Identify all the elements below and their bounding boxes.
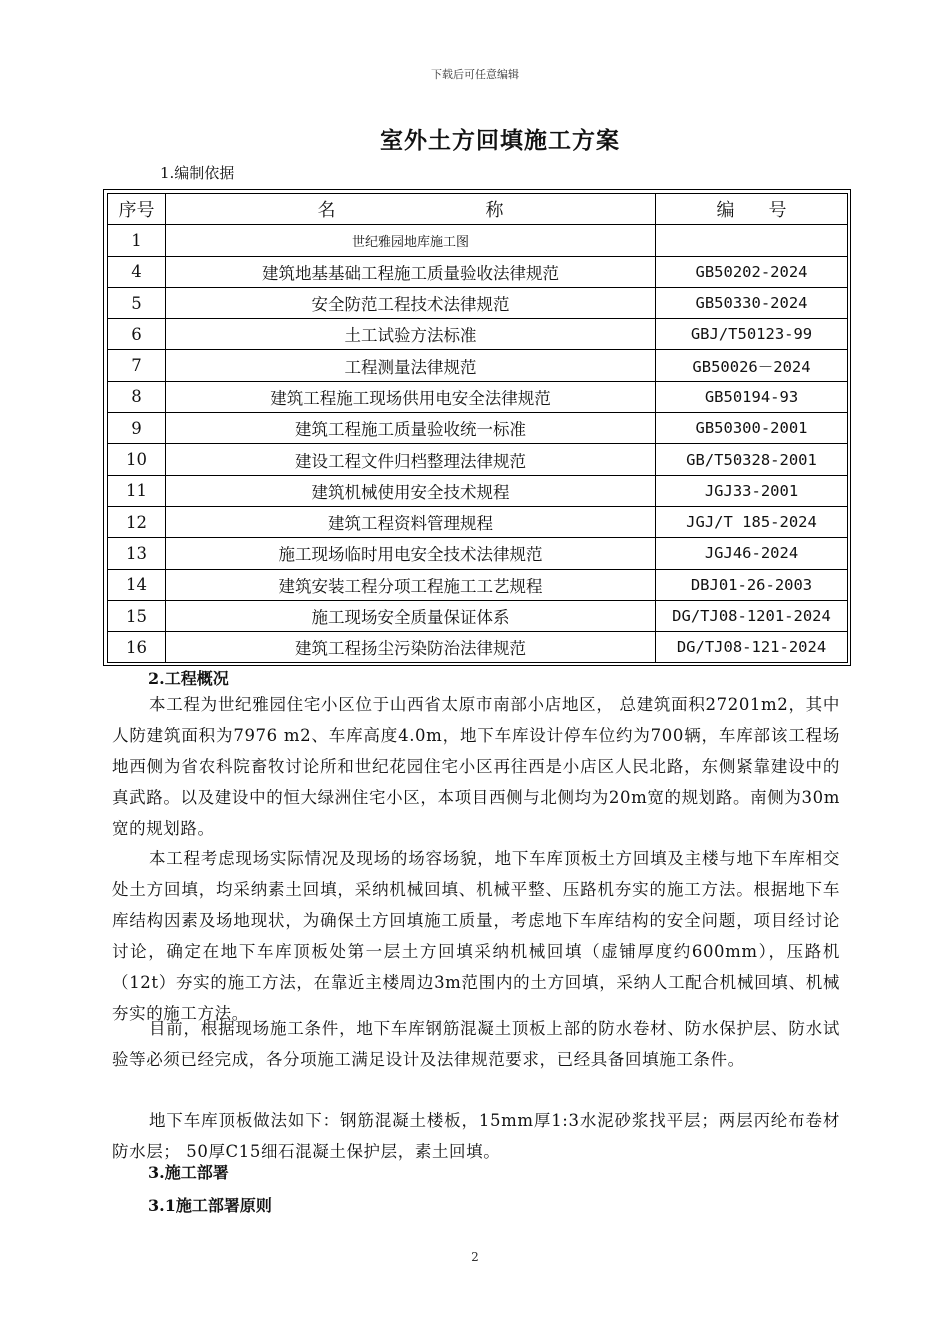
row-name-cell: 建筑安装工程分项工程施工工艺规程: [166, 569, 656, 600]
document-title: 室外土方回填施工方案: [380, 127, 620, 154]
table-row: [108, 569, 848, 600]
page-number: 2: [471, 1250, 479, 1264]
row-name-cell: 安全防范工程技术法律规范: [166, 287, 656, 318]
row-name-cell: 施工现场临时用电安全技术法律规范: [166, 538, 656, 569]
table-row: [108, 287, 848, 318]
basis-table-frame: [103, 189, 851, 666]
paragraph-overview-2: 本工程考虑现场实际情况及现场的场容场貌，地下车库顶板土方回填及主楼与地下车库相交处土方回填，均采纳素土回填，采纳机械回填、机械平整、压路机夯实的施工方法。根据地下车库结构因素及场地现状，为确保土方回填施工质量，考虑地下车库结构的安全问题，项目经讨论讨论，确定在地下车库顶板处第一层土方回填采纳机械回填（虚铺厚度约600mm），压路机（12t）夯实的施工方法，在靠近主楼周边3m范围内的土方回填，采纳人工配合机械回填、机械夯实的施工方法。: [112, 849, 840, 1023]
row-name-cell: 建筑机械使用安全技术规程: [166, 475, 656, 506]
row-name-cell: 建筑工程施工质量验收统一标准: [166, 413, 656, 444]
row-name-cell: 建筑地基基础工程施工质量验收法律规范: [166, 256, 656, 287]
section-heading-3-1: 3.1施工部署原则: [148, 1196, 272, 1215]
row-name-cell: 建设工程文件归档整理法律规范: [166, 444, 656, 475]
row-code-cell: JGJ46-2024: [656, 538, 848, 569]
row-number-cell: 4: [108, 256, 166, 287]
row-code-cell: GB50300-2001: [656, 413, 848, 444]
section-heading-2: 2.工程概况: [148, 669, 229, 688]
row-code-cell: GB50202-2024: [656, 256, 848, 287]
row-number-cell: 9: [108, 413, 166, 444]
row-number-cell: 7: [108, 350, 166, 381]
header-code: 编 号: [656, 194, 848, 225]
row-number-cell: 14: [108, 569, 166, 600]
paragraph-overview-4: 地下车库顶板做法如下：钢筋混凝土楼板，15mm厚1:3水泥砂浆找平层；两层丙纶布卷材防水层； 50厚C15细石混凝土保护层，素土回填。: [112, 1111, 840, 1161]
row-code-cell: GB50026－2024: [656, 350, 848, 381]
table-row: [108, 350, 848, 381]
row-code-cell: DG/TJ08-1201-2024: [656, 600, 848, 631]
row-number-cell: 12: [108, 506, 166, 537]
row-number-cell: 5: [108, 287, 166, 318]
row-name-cell: 建筑工程资料管理规程: [166, 506, 656, 537]
row-number-cell: 10: [108, 444, 166, 475]
row-name-cell: 世纪雅园地库施工图: [166, 225, 656, 256]
row-number-cell: 16: [108, 632, 166, 663]
row-code-cell: [656, 225, 848, 256]
row-number-cell: 13: [108, 538, 166, 569]
row-number-cell: 1: [108, 225, 166, 256]
watermark-text: 下载后可任意编辑: [431, 68, 519, 81]
row-code-cell: JGJ33-2001: [656, 475, 848, 506]
table-row: [108, 319, 848, 350]
table-row: [108, 632, 848, 663]
table-row: [108, 225, 848, 256]
row-code-cell: GB/T50328-2001: [656, 444, 848, 475]
table-row: [108, 600, 848, 631]
table-row: [108, 381, 848, 412]
row-name-cell: 工程测量法律规范: [166, 350, 656, 381]
row-code-cell: GB50194-93: [656, 381, 848, 412]
paragraph-overview-3: 目前，根据现场施工条件，地下车库钢筋混凝土顶板上部的防水卷材、防水保护层、防水试验等必须已经完成，各分项施工满足设计及法律规范要求，已经具备回填施工条件。: [112, 1019, 840, 1069]
row-number-cell: 6: [108, 319, 166, 350]
table-row: [108, 444, 848, 475]
paragraph-overview-1: 本工程为世纪雅园住宅小区位于山西省太原市南部小店地区， 总建筑面积27201m2，其中人防建筑面积为7976 m2、车库高度4.0m，地下车库设计停车位约为700辆，车库部该工程场地西侧为省农科院畜牧讨论所和世纪花园住宅小区再往西是小店区人民北路，东侧紧靠建设中的真武路。以及建设中的恒大绿洲住宅小区，本项目西侧与北侧均为20m宽的规划路。南侧为30m宽的规划路。: [112, 695, 840, 838]
row-code-cell: DBJ01-26-2003: [656, 569, 848, 600]
table-row: [108, 538, 848, 569]
table-row: [108, 475, 848, 506]
row-number-cell: 11: [108, 475, 166, 506]
row-name-cell: 建筑工程扬尘污染防治法律规范: [166, 632, 656, 663]
row-number-cell: 8: [108, 381, 166, 412]
header-name: 名 称: [166, 194, 656, 225]
header-no: 序号: [108, 194, 166, 225]
row-name-cell: 土工试验方法标准: [166, 319, 656, 350]
table-row: [108, 506, 848, 537]
row-code-cell: DG/TJ08-121-2024: [656, 632, 848, 663]
table-row: [108, 256, 848, 287]
row-name-cell: 建筑工程施工现场供用电安全法律规范: [166, 381, 656, 412]
section-heading-1: 1.编制依据: [160, 164, 235, 182]
section-heading-3: 3.施工部署: [148, 1163, 229, 1182]
row-number-cell: 15: [108, 600, 166, 631]
row-code-cell: GB50330-2024: [656, 287, 848, 318]
table-header-row: [108, 194, 848, 225]
basis-table: [107, 193, 848, 663]
table-row: [108, 413, 848, 444]
row-name-cell: 施工现场安全质量保证体系: [166, 600, 656, 631]
row-code-cell: JGJ/T 185-2024: [656, 506, 848, 537]
row-code-cell: GBJ/T50123-99: [656, 319, 848, 350]
